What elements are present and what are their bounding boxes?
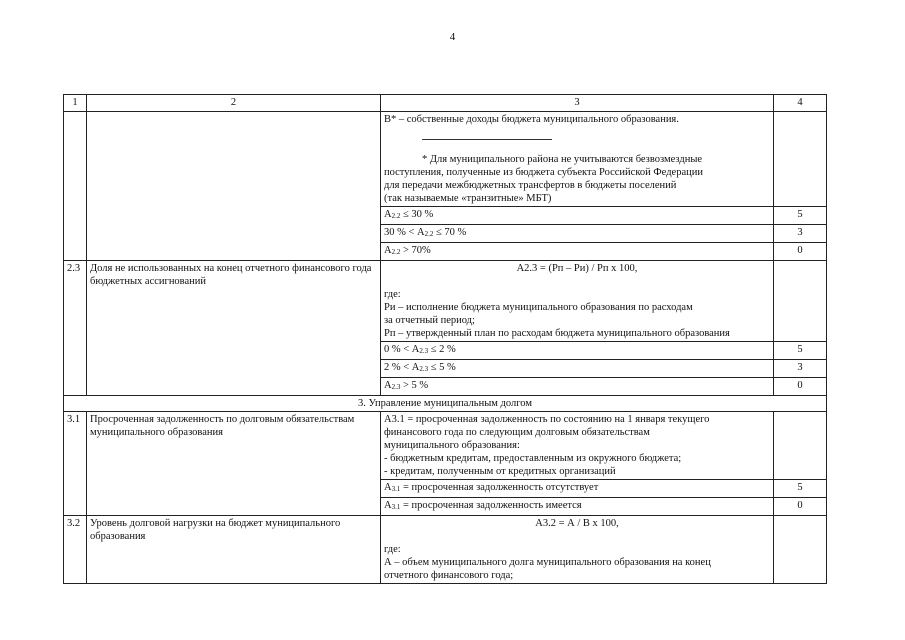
row-2-3	[64, 261, 827, 342]
footnote-line-1: * Для муниципального района не учитываются безвозмездные	[422, 154, 703, 165]
definition-line: Рп – утвержденный план по расходам бюджета муниципального образования	[384, 328, 730, 339]
description-line: А3.1 = просроченная задолженность по состоянию на 1 января текущего	[384, 414, 710, 425]
score-value: 3	[774, 360, 827, 378]
score-value: 0	[774, 498, 827, 516]
score-value: 5	[774, 342, 827, 360]
section-header-row	[64, 396, 827, 412]
score-blank	[774, 516, 827, 584]
definition-line: А – объем муниципального долга муниципального образования на конец	[384, 557, 711, 568]
indicator-name: Доля не использованных на конец отчетного финансового года бюджетных ассигнований	[87, 261, 381, 396]
formula: А3.2 = А / В х 100,	[535, 518, 619, 529]
formula: А2.3 = (Рп – Ри) / Рп х 100,	[516, 263, 638, 274]
header-col-4: 4	[774, 95, 827, 112]
score-blank	[774, 261, 827, 342]
description-line: - кредитам, полученным от кредитных организаций	[384, 466, 616, 477]
condition: А2.2 > 70%	[381, 243, 774, 261]
footnote-line-3: для передачи межбюджетных трансфертов в бюджеты поселений	[384, 180, 677, 191]
score-blank	[774, 412, 827, 480]
where-label: где:	[384, 544, 401, 555]
row-2-2-name-cell	[87, 112, 381, 261]
indicator-name: Просроченная задолженность по долговым обязательствам муниципального образования	[87, 412, 381, 516]
row-2-2-number-cell	[64, 112, 87, 261]
condition: А2.2 ≤ 30 %	[381, 207, 774, 225]
formula-block	[381, 516, 774, 584]
description-block	[381, 412, 774, 480]
header-row	[64, 95, 827, 112]
score-value: 0	[774, 378, 827, 396]
definition-line: за отчетный период;	[384, 315, 475, 326]
definition-line: отчетного финансового года;	[384, 570, 514, 581]
header-col-3: 3	[381, 95, 774, 112]
row-number: 3.1	[64, 412, 87, 516]
footnote-line-4: (так называемые «транзитные» МБТ)	[384, 193, 552, 204]
row-3-2	[64, 516, 827, 584]
score-value: 5	[774, 207, 827, 225]
own-revenues-definition: В* – собственные доходы бюджета муниципального образования.	[384, 114, 679, 125]
footnote-line-2: поступления, полученные из бюджета субъекта Российской Федерации	[384, 167, 703, 178]
score-value: 0	[774, 243, 827, 261]
footnote-divider	[422, 139, 552, 140]
section-title: 3. Управление муниципальным долгом	[64, 396, 827, 412]
row-number: 2.3	[64, 261, 87, 396]
page-number: 4	[449, 31, 456, 43]
description-line: - бюджетным кредитам, предоставленным из окружного бюджета;	[384, 453, 682, 464]
definition-line: Ри – исполнение бюджета муниципального образования по расходам	[384, 302, 693, 313]
formula-block	[381, 261, 774, 342]
header-col-1: 1	[64, 95, 87, 112]
indicator-name: Уровень долговой нагрузки на бюджет муниципального образования	[87, 516, 381, 584]
description-line: финансового года по следующим долговым обязательствам	[384, 427, 650, 438]
condition: 2 % < А2.3 ≤ 5 %	[381, 360, 774, 378]
row-2-2-score-blank	[774, 112, 827, 207]
condition: А3.1 = просроченная задолженность отсутствует	[381, 480, 774, 498]
score-value: 3	[774, 225, 827, 243]
description-line: муниципального образования:	[384, 440, 520, 451]
condition: 30 % < А2.2 ≤ 70 %	[381, 225, 774, 243]
condition: 0 % < А2.3 ≤ 2 %	[381, 342, 774, 360]
criteria-table	[63, 94, 827, 584]
row-2-2-continuation	[64, 112, 827, 207]
row-number: 3.2	[64, 516, 87, 584]
where-label: где:	[384, 289, 401, 300]
score-value: 5	[774, 480, 827, 498]
condition: А3.1 = просроченная задолженность имеется	[381, 498, 774, 516]
row-2-2-description	[381, 112, 774, 207]
row-3-1	[64, 412, 827, 480]
header-col-2: 2	[87, 95, 381, 112]
condition: А2.3 > 5 %	[381, 378, 774, 396]
